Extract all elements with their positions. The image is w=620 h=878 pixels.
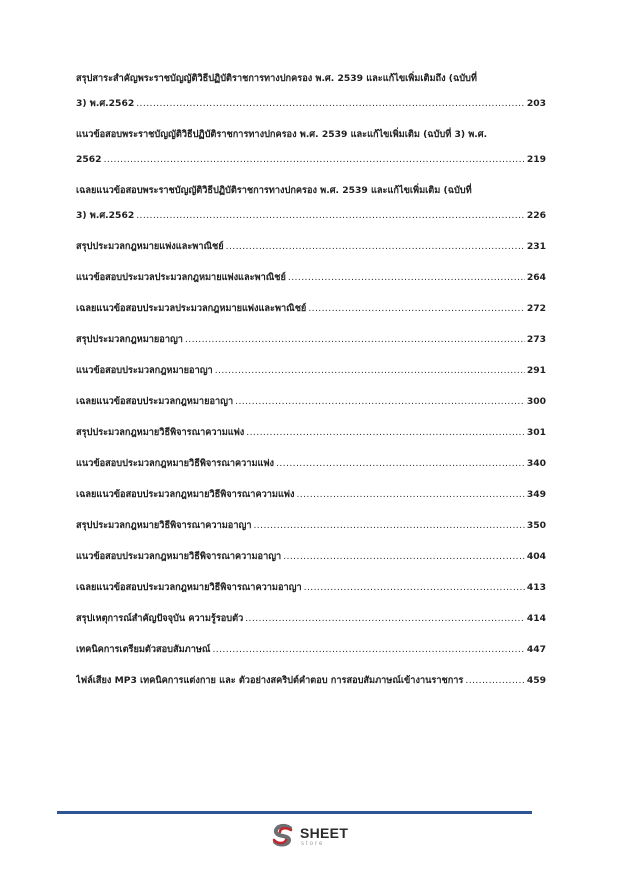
toc-entry-title: เทคนิคการเตรียมตัวสอบสัมภาษณ์ [76,644,211,655]
toc-entry[interactable] [76,420,546,451]
toc-page-number: 264 [526,272,546,283]
toc-entry[interactable] [76,265,546,296]
toc-entry[interactable] [76,389,546,420]
toc-page-number: 413 [526,582,546,593]
toc-entry-title-cont: 3) พ.ศ.2562 [76,98,135,109]
toc-entry[interactable] [76,451,546,482]
dot-leader [235,389,525,414]
toc-page-number: 300 [526,396,546,407]
dot-leader [185,327,525,352]
dot-leader [136,91,525,116]
toc-entry-title: ไฟล์เสียง MP3 เทคนิคการแต่งกาย และ ตัวอย่างสคริปต์คำตอบ การสอบสัมภาษณ์เข้างานราชการ [76,675,464,686]
toc-entry[interactable] [76,327,546,358]
logo-text: SHEET [300,825,349,841]
toc-entry-title-cont: 3) พ.ศ.2562 [76,210,135,221]
toc-entry[interactable] [76,122,546,178]
toc-entry-title: สรุปประมวลกฎหมายแพ่งและพาณิชย์ [76,241,224,252]
toc-entry-title-cont: 2562 [76,154,102,165]
toc-entry-title: เฉลยแนวข้อสอบประมวลกฎหมายอาญา [76,396,234,407]
toc-entry[interactable] [76,575,546,606]
toc-entry-title: สรุปประมวลกฎหมายวิธีพิจารณาความอาญา [76,520,252,531]
toc-page-number: 340 [526,458,546,469]
toc-page-number: 404 [526,551,546,562]
toc-entry[interactable] [76,544,546,575]
dot-leader [104,147,525,172]
toc-page-number: 273 [526,334,546,345]
dot-leader [212,637,524,662]
dot-leader [465,668,524,693]
logo-subtext: store [301,841,325,847]
toc-entry[interactable] [76,66,546,122]
toc-entry-title: แนวข้อสอบประมวลกฎหมายวิธีพิจารณาความอาญา [76,551,282,562]
dot-leader [253,513,524,538]
toc-entry-title: เฉลยแนวข้อสอบประมวลกฎหมายวิธีพิจารณาความอาญา [76,582,302,593]
toc-entry-title: แนวข้อสอบประมวลกฎหมายอาญา [76,365,213,376]
dot-leader [226,234,525,259]
toc-entry-title: แนวข้อสอบประมวลกฎหมายวิธีพิจารณาความแพ่ง [76,458,275,469]
toc-entry-title: เฉลยแนวข้อสอบประมวลกฎหมายวิธีพิจารณาความแพ่ง [76,489,295,500]
toc-page-number: 291 [526,365,546,376]
toc-page-number: 447 [526,644,546,655]
toc-entry-title: สรุปประมวลกฎหมายอาญา [76,334,183,345]
toc-page-number: 350 [526,520,546,531]
toc-page-number: 203 [526,98,546,109]
toc-page-number: 459 [526,675,546,686]
toc-entry-title: สรุปสาระสำคัญพระราชบัญญัติวิธีปฏิบัติราชการทางปกครอง พ.ศ. 2539 และแก้ไขเพิ่มเติมถึง (ฉบับที่ [76,73,477,84]
toc-entry-title: แนวข้อสอบพระราชบัญญัติวิธีปฏิบัติราชการทางปกครอง พ.ศ. 2539 และแก้ไขเพิ่มเติม (ฉบับที่ 3) พ.ศ. [76,129,488,140]
toc-entry-title: สรุปเหตุการณ์สำคัญปัจจุบัน ความรู้รอบตัว [76,613,244,624]
sheet-store-logo-icon [270,823,296,849]
toc-entry[interactable] [76,296,546,327]
table-of-contents [76,66,546,699]
footer-rule [57,811,532,814]
toc-page-number: 226 [526,210,546,221]
toc-entry[interactable] [76,606,546,637]
toc-entry[interactable] [76,668,546,699]
dot-leader [288,265,525,290]
toc-entry[interactable] [76,513,546,544]
dot-leader [276,451,525,476]
toc-entry-title: แนวข้อสอบประมวลประมวลกฎหมายแพ่งและพาณิชย์ [76,272,286,283]
dot-leader [296,482,524,507]
dot-leader [245,606,525,631]
toc-entry[interactable] [76,178,546,234]
toc-entry-title: เฉลยแนวข้อสอบพระราชบัญญัติวิธีปฏิบัติราชการทางปกครอง พ.ศ. 2539 และแก้ไขเพิ่มเติม (ฉบับที่ [76,185,472,196]
dot-leader [246,420,525,445]
toc-entry[interactable] [76,358,546,389]
toc-page-number: 349 [526,489,546,500]
toc-page-number: 219 [526,154,546,165]
toc-entry-title: เฉลยแนวข้อสอบประมวลประมวลกฎหมายแพ่งและพาณิชย์ [76,303,307,314]
toc-entry[interactable] [76,637,546,668]
toc-page-number: 272 [526,303,546,314]
toc-entry-title: สรุปประมวลกฎหมายวิธีพิจารณาความแพ่ง [76,427,245,438]
dot-leader [215,358,525,383]
toc-page-number: 231 [526,241,546,252]
dot-leader [308,296,524,321]
dot-leader [136,203,525,228]
dot-leader [304,575,525,600]
toc-page-number: 414 [526,613,546,624]
sheet-store-logo [270,823,360,851]
dot-leader [283,544,525,569]
toc-page-number: 301 [526,427,546,438]
toc-entry[interactable] [76,234,546,265]
toc-entry[interactable] [76,482,546,513]
